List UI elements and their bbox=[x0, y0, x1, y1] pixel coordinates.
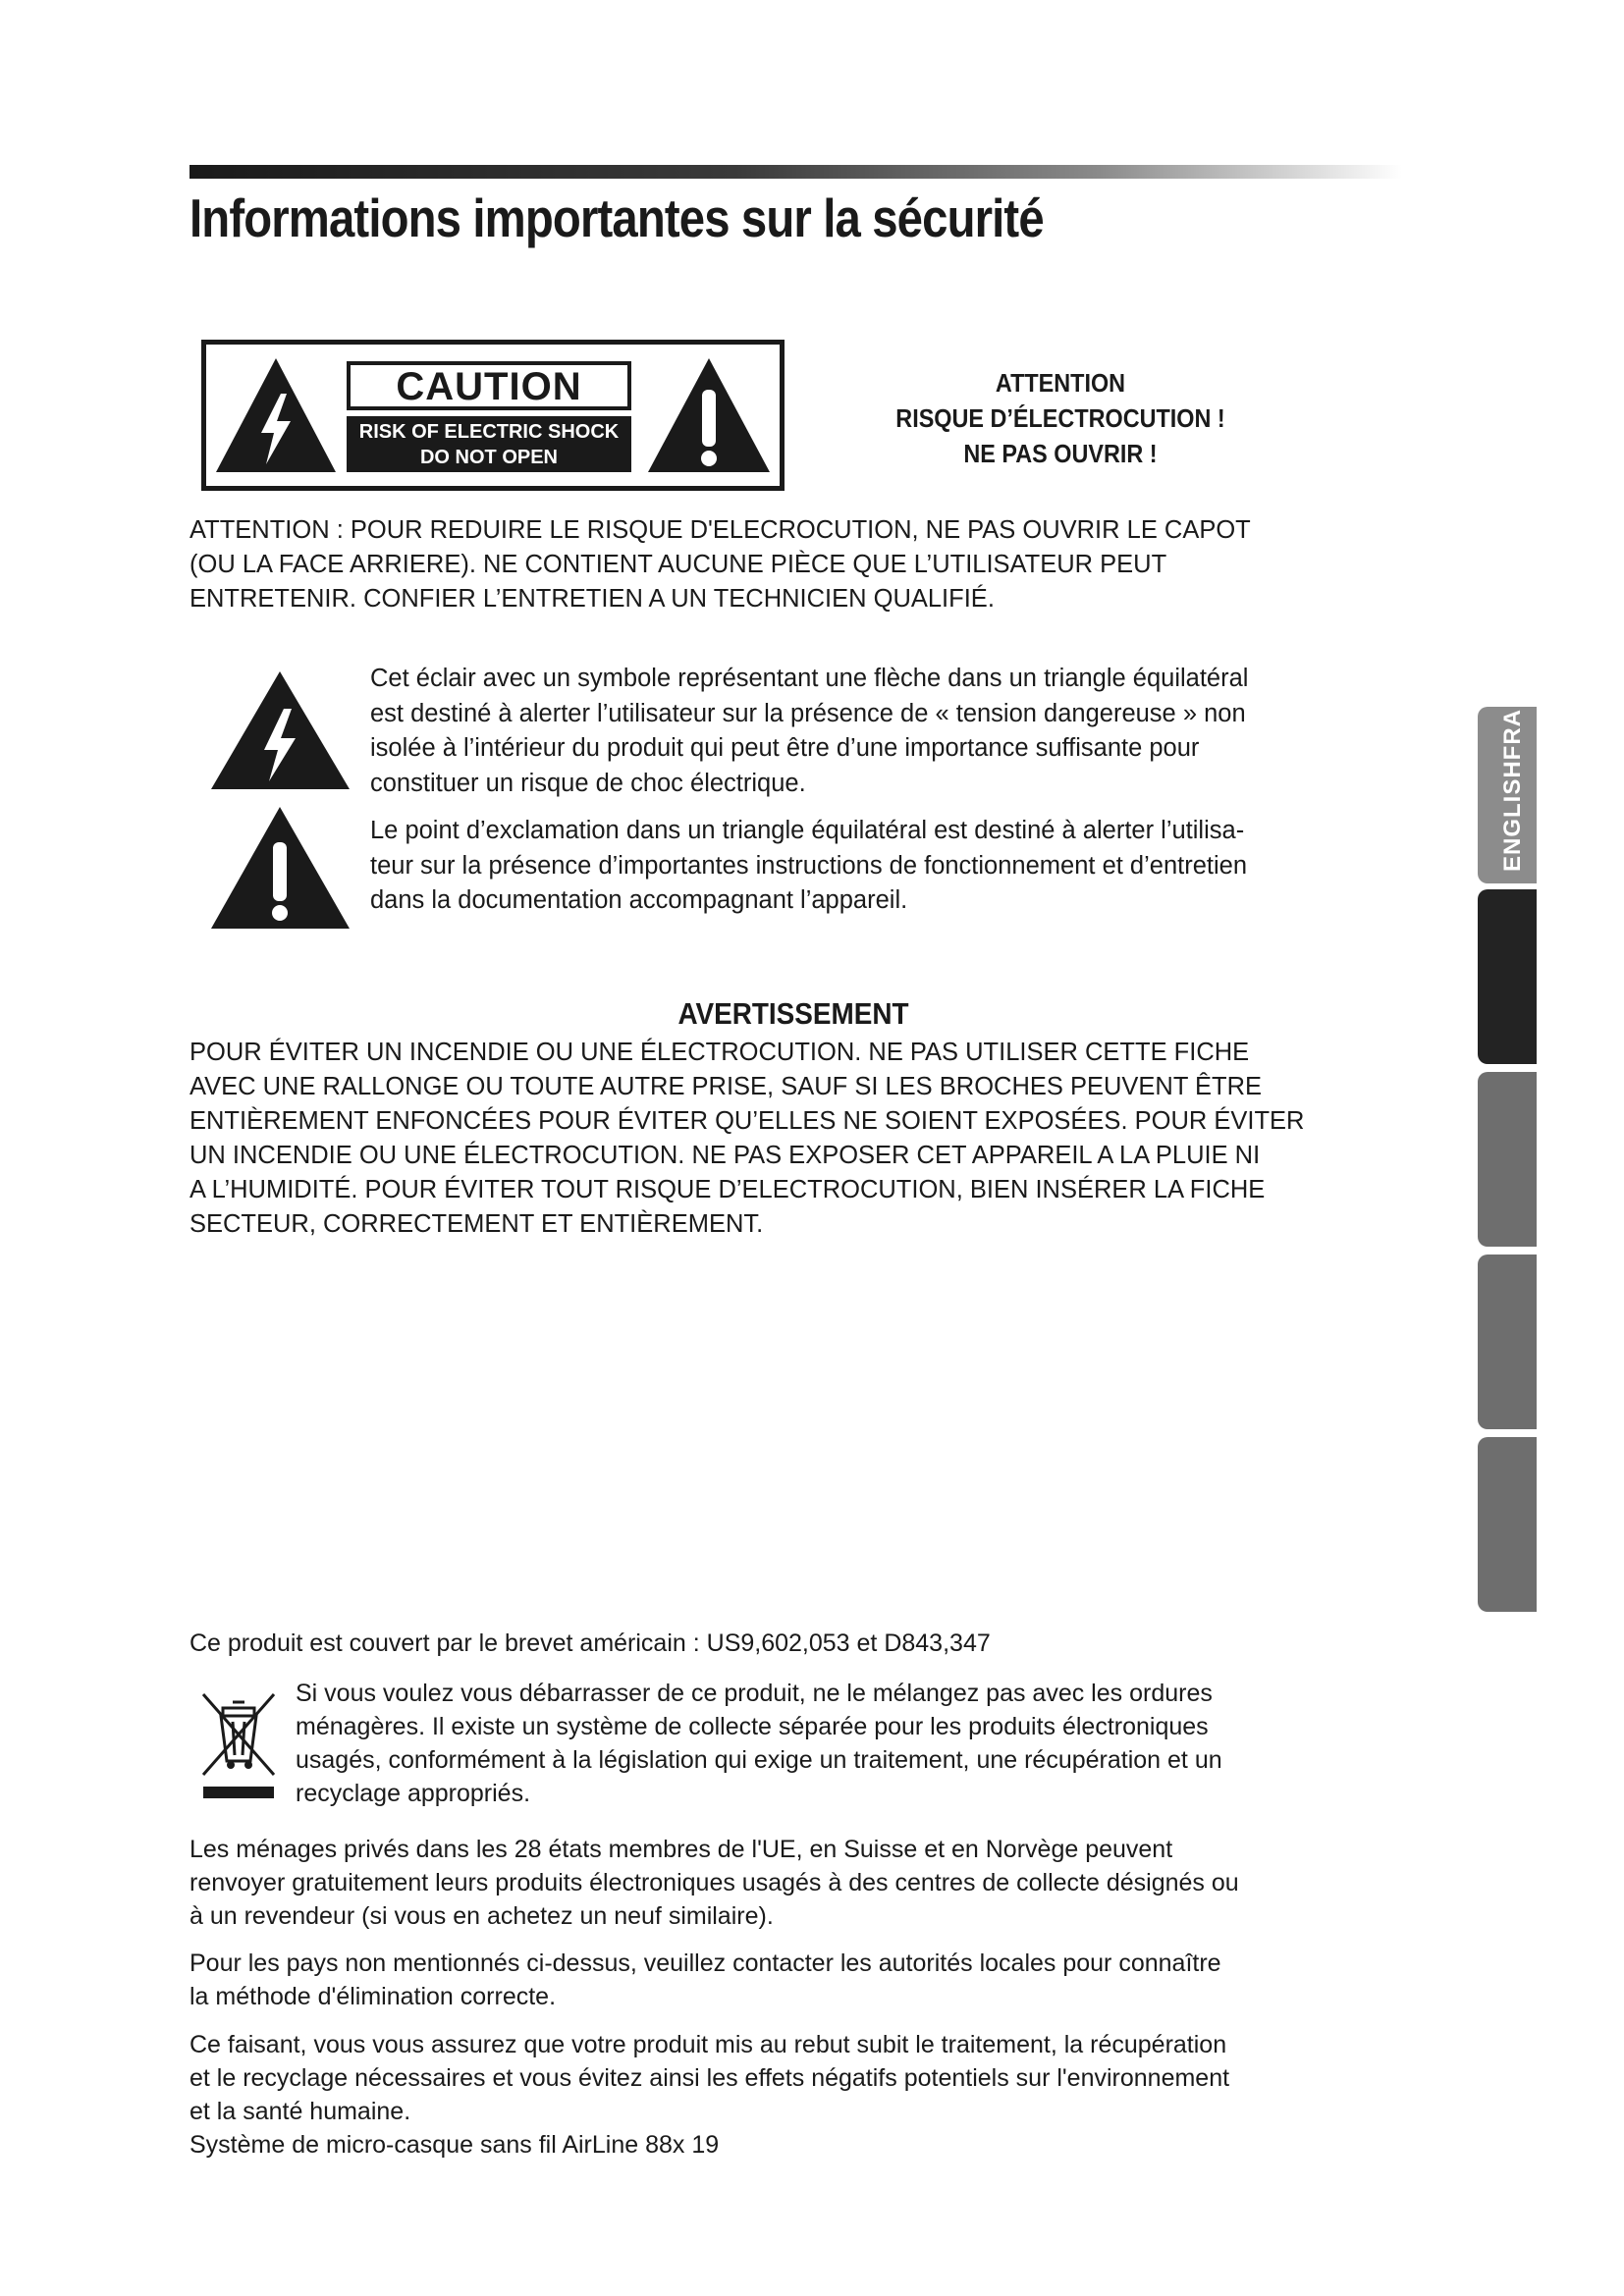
caution-label bbox=[201, 340, 785, 491]
closing-text bbox=[189, 2028, 1229, 2128]
warning-line: SECTEUR, CORRECTEMENT ET ENTIÈREMENT. bbox=[189, 1210, 764, 1238]
warning-text bbox=[189, 1036, 1304, 1242]
weee-line: usagés, conformément à la législation qui exige un traitement, une récupération et un bbox=[296, 1746, 1222, 1774]
patent-notice: Ce produit est couvert par le brevet américain : US9,602,053 et D843,347 bbox=[189, 1629, 991, 1657]
warning-line: UN INCENDIE OU UNE ÉLECTROCUTION. NE PAS EXPOSER CET APPAREIL A LA PLUIE NI bbox=[189, 1142, 1261, 1169]
page-footer: Système de micro-casque sans fil AirLine 88x 19 bbox=[189, 2131, 720, 2159]
attention-notice bbox=[189, 513, 1251, 616]
exclamation-triangle-icon bbox=[644, 354, 774, 476]
lightning-triangle-icon bbox=[209, 669, 352, 791]
households-line: à un revendeur (si vous en achetez un neuf similaire). bbox=[189, 1902, 774, 1930]
lightning-triangle-icon bbox=[212, 354, 340, 476]
attention-line: RISQUE D’ÉLECTROCUTION ! bbox=[895, 403, 1225, 433]
description-line: dans la documentation accompagnant l’appareil. bbox=[370, 886, 908, 914]
description-line: isolée à l’intérieur du produit qui peut être d’une importance suffisante pour bbox=[370, 734, 1200, 762]
other-countries-line: Pour les pays non mentionnés ci-dessus, veuillez contacter les autorités locales pour connaître bbox=[189, 1949, 1221, 1977]
caution-sub-line: RISK OF ELECTRIC SHOCK bbox=[358, 421, 620, 443]
warning-line: AVEC UNE RALLONGE OU TOUTE AUTRE PRISE, SAUF SI LES BROCHES PEUVENT ÊTRE bbox=[189, 1073, 1263, 1100]
language-tab-active[interactable] bbox=[1478, 889, 1537, 1064]
description-line: constituer un risque de choc électrique. bbox=[370, 769, 806, 797]
attention-line: NE PAS OUVRIR ! bbox=[963, 439, 1158, 468]
lightning-symbol-description bbox=[370, 662, 1248, 801]
weee-disposal-text bbox=[296, 1677, 1222, 1810]
weee-line: ménagères. Il existe un système de collecte séparée pour les produits électroniques bbox=[296, 1713, 1209, 1740]
households-text bbox=[189, 1833, 1239, 1933]
households-line: renvoyer gratuitement leurs produits électroniques usagés à des centres de collecte désignés ou bbox=[189, 1869, 1239, 1896]
notice-line: (OU LA FACE ARRIERE). NE CONTIENT AUCUNE PIÈCE QUE L’UTILISATEUR PEUT bbox=[189, 551, 1167, 578]
language-tab-english-french[interactable] bbox=[1478, 707, 1537, 883]
notice-line: ATTENTION : POUR REDUIRE LE RISQUE D'ELECROCUTION, NE PAS OUVRIR LE CAPOT bbox=[189, 516, 1251, 544]
notice-line: ENTRETENIR. CONFIER L’ENTRETIEN A UN TECHNICIEN QUALIFIÉ. bbox=[189, 585, 995, 613]
warning-line: ENTIÈREMENT ENFONCÉES POUR ÉVITER QU’ELLES NE SOIENT EXPOSÉES. POUR ÉVITER bbox=[189, 1107, 1305, 1135]
title-rule bbox=[189, 165, 1402, 179]
language-tab[interactable] bbox=[1478, 1437, 1537, 1612]
language-tab[interactable] bbox=[1478, 1255, 1537, 1429]
other-countries-text bbox=[189, 1947, 1221, 2013]
description-line: est destiné à alerter l’utilisateur sur la présence de « tension dangereuse » non bbox=[370, 699, 1246, 727]
caution-sub-line: DO NOT OPEN bbox=[419, 447, 558, 468]
warning-line: POUR ÉVITER UN INCENDIE OU UNE ÉLECTROCUTION. NE PAS UTILISER CETTE FICHE bbox=[189, 1039, 1250, 1066]
households-line: Les ménages privés dans les 28 états membres de l'UE, en Suisse et en Norvège peuvent bbox=[189, 1836, 1173, 1863]
closing-line: et le recyclage nécessaires et vous évitez ainsi les effets négatifs potentiels sur l'environnement bbox=[189, 2064, 1230, 2092]
closing-line: Ce faisant, vous vous assurez que votre produit mis au rebut subit le traitement, la récupération bbox=[189, 2031, 1227, 2058]
description-line: Le point d’exclamation dans un triangle équilatéral est destiné à alerter l’utilisa- bbox=[370, 817, 1245, 844]
description-line: Cet éclair avec un symbole représentant une flèche dans un triangle équilatéral bbox=[370, 665, 1249, 692]
description-line: teur sur la présence d’importantes instructions de fonctionnement et d’entretien bbox=[370, 851, 1247, 880]
language-tab[interactable] bbox=[1478, 1072, 1537, 1247]
crossed-out-bin-icon bbox=[199, 1686, 278, 1804]
warning-line: A L’HUMIDITÉ. POUR ÉVITER TOUT RISQUE D’ELECTROCUTION, BIEN INSÉRER LA FICHE bbox=[189, 1176, 1266, 1203]
caution-word: CAUTION bbox=[347, 361, 631, 410]
exclamation-triangle-icon bbox=[209, 805, 352, 931]
attention-line: ATTENTION bbox=[995, 368, 1126, 398]
closing-line: et la santé humaine. bbox=[189, 2098, 411, 2125]
weee-line: recyclage appropriés. bbox=[296, 1780, 531, 1807]
weee-line: Si vous voulez vous débarrasser de ce produit, ne le mélangez pas avec les ordures bbox=[296, 1680, 1213, 1707]
warning-title: AVERTISSEMENT bbox=[677, 996, 909, 1031]
page-title: Informations importantes sur la sécurité bbox=[189, 187, 1044, 248]
caution-subtitle bbox=[347, 416, 631, 472]
language-tab-label: ENGLISHFRA bbox=[1499, 709, 1526, 872]
other-countries-line: la méthode d'élimination correcte. bbox=[189, 1983, 557, 2010]
exclamation-symbol-description bbox=[370, 814, 1247, 919]
caution-center bbox=[347, 361, 631, 472]
attention-heading bbox=[893, 365, 1228, 471]
